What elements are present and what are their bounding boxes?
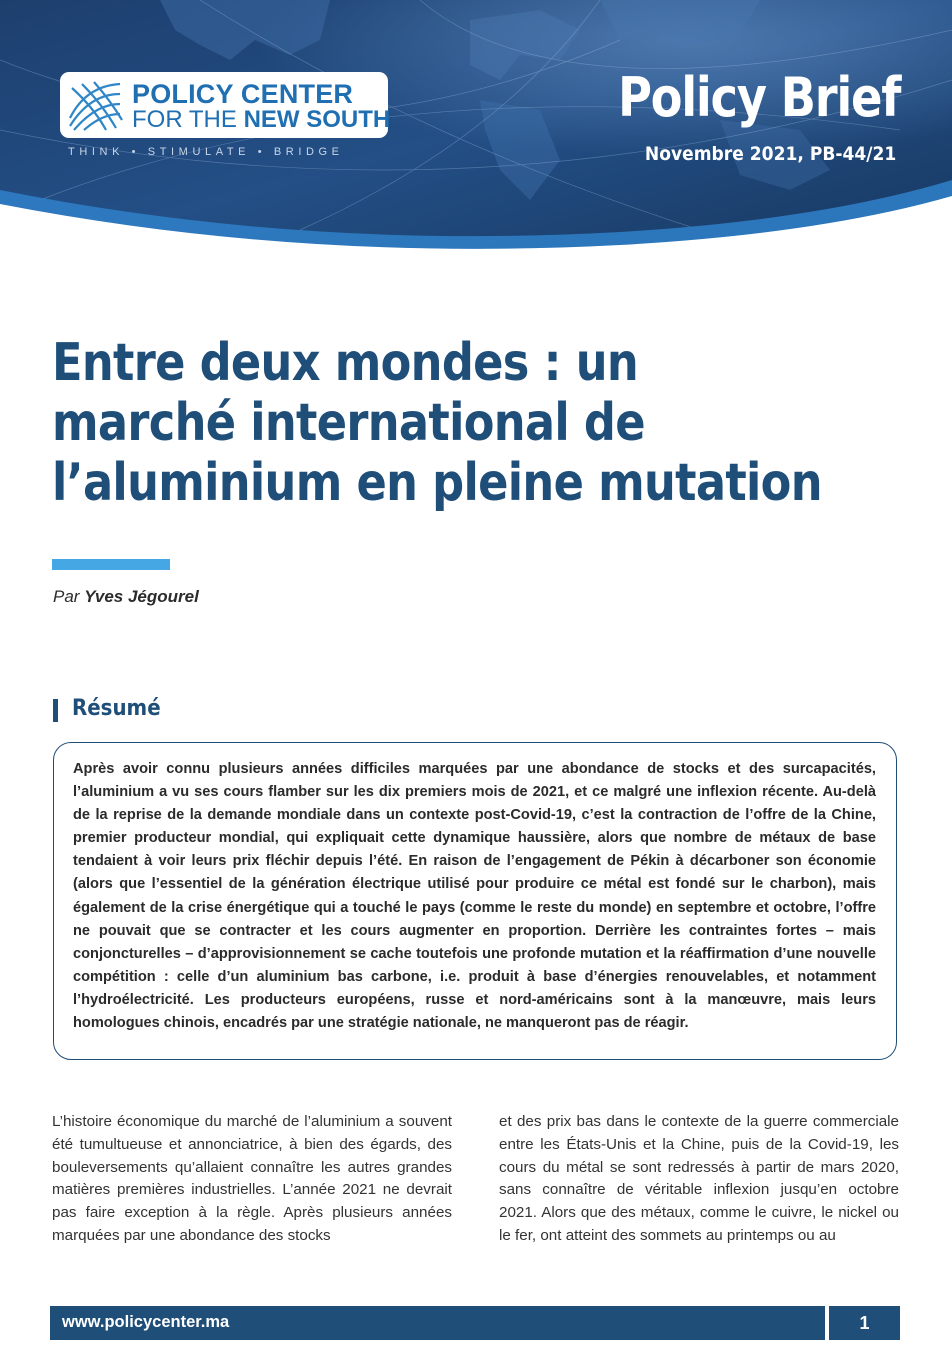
abstract-text: Après avoir connu plusieurs années difficiles marquées par une abondance de stocks et des surcapacités, l’aluminium a vu ses cours flamber sur les dix premiers mois de 2021, et ce malgré une inflexion récente. Au-delà de la reprise de la demande mondiale dans un contexte post-Covid-19, c’est la contraction de l’offre de la Chine, premier producteur mondial, qui expliquait cette dynamique haussière, alors que nombre de métaux de base tendaient à voir leurs prix fléchir depuis l’été. En raison de l’engagement de Pékin à décarboner son économie (alors que l’essentiel de la génération électrique utilisé pour produire ce métal est fondé sur le charbon), mais également de la crise énergétique qui a touché le pays (comme le reste du monde) en septembre et octobre, l’offre ne pouvait que se contracter et les cours augmenter en proportion. Derrière les contraintes fortes – mais conjoncturelles – d’approvisionnement se cache toutefois une profonde mutation et la réaffirmation d’une nouvelle compétition : celle d’un aluminium bas carbone, i.e. produit à base d’énergies renouvelables, et notamment l’hydroélectricité. Les producteurs européens, russe et nord-américains sont à la manœuvre, mais leurs homologues chinois, encadrés par une stratégie nationale, ne manqueront pas de réagir.: [73, 761, 876, 1032]
byline-prefix: Par: [53, 587, 85, 606]
page-number: 1: [859, 1313, 870, 1333]
resume-heading-marker: [53, 699, 58, 722]
article-title: Entre deux mondes : un marché international de l’aluminium en pleine mutation: [52, 333, 822, 513]
footer-bar: [50, 1306, 825, 1340]
header-banner: [0, 0, 952, 262]
globe-logo-icon: [66, 78, 124, 132]
logo-line2-bold: NEW SOUTH: [243, 106, 391, 133]
brief-title: Policy Brief: [617, 66, 900, 129]
byline: [53, 587, 199, 607]
logo-line2: [132, 107, 390, 133]
logo-line2-prefix: FOR THE: [132, 106, 244, 133]
logo-line1: POLICY CENTER: [132, 79, 354, 109]
body-column-left: L’histoire économique du marché de l’aluminium a souvent été tumultueuse et annonciatrice, à bien des égards, des bouleversements qu’allaient connaître les autres grandes matières premières industrielles. L’année 2021 ne devrait pas faire exception à la règle. Après plusieurs années marquées par une abondance des stocks: [52, 1113, 452, 1244]
brief-date: Novembre 2021, PB-44/21: [644, 143, 896, 165]
resume-heading: Résumé: [72, 696, 161, 721]
body-column-right: et des prix bas dans le contexte de la guerre commerciale entre les États-Unis et la Chine, puis de la Covid-19, les cours du métal se sont redressés à partir de mars 2020, sans connaître de véritable inflexion jusqu’en octobre 2021. Alors que des métaux, comme le cuivre, le nickel ou le fer, ont atteint des sommets au printemps ou au: [499, 1113, 899, 1244]
footer-website-link[interactable]: www.policycenter.ma: [62, 1313, 230, 1331]
title-accent-bar: [52, 559, 170, 570]
footer-page-box: [829, 1306, 900, 1340]
abstract-box: [53, 742, 897, 1060]
author-name: Yves Jégourel: [84, 587, 199, 606]
logo[interactable]: [60, 72, 391, 138]
logo-tagline: THINK • STIMULATE • BRIDGE: [68, 146, 344, 158]
